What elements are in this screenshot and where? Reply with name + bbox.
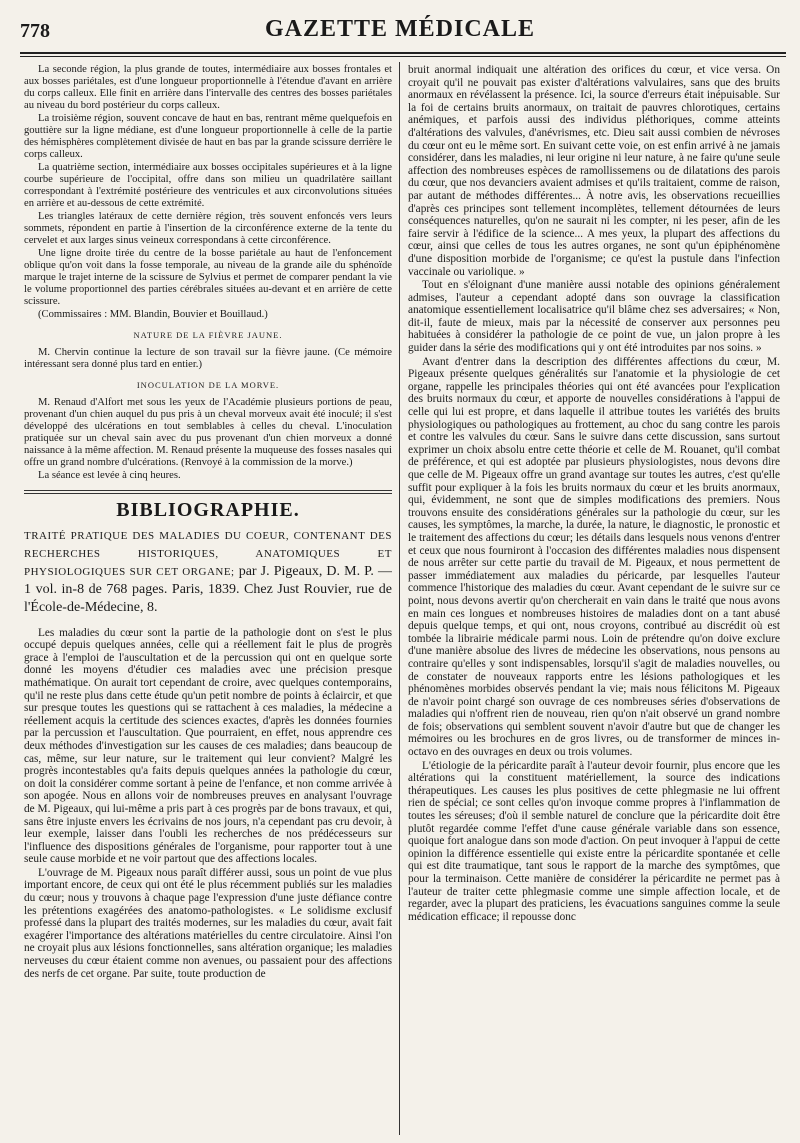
header-rule-thin bbox=[20, 56, 786, 57]
paragraph: Avant d'entrer dans la description des différentes affections du cœur, M. Pigeaux présente quelques généralités sur l'anatomie et la physiologie de cet organe, rappelle les principales théories qui ont été avancées pour l'explication des bruits normaux du cœur, et apporte de nouvelles considérations à l'appui de celle qui lui est propre, et dans laquelle il attribue toutes les variétés des bruits physiologiques ou pathologiques au frottement, au choc du sang contre les parois et contre les valvules du cœur. Sans le suivre dans cette discussion, sans surtout exprimer un choix absolu entre cette théorie et celle de M. Rouanet, qu'il combat de préférence, et qui est adoptée par plusieurs physiologistes, nous devons dire que celle de M. Pigeaux offre un grand avantage sur toutes les autres, c'est qu'elle suffit pour expliquer à la fois les bruits normaux du cœur et les bruits anormaux, qui, évidemment, ne sont que de simples modifications des premiers. Nous trouvons ensuite des considérations générales sur la pathologie du cœur, sur les causes, les symptômes, la marche, la durée, la nature, le diagnostic, le pronostic et le traitement des affections du cœur; les détails dans lesquels nous venons d'entrer et ceux que nous fourniront à l'occasion des différentes maladies nous dispensent de nous arrêter sur cette partie du travail de M. Pigeaux, et nous permettent de passer immédiatement aux maladies du péricarde, par lesquelles l'auteur commence l'historique des maladies du cœur. Avant cependant de le suivre sur ce point, nous devons avertir qu'on chercherait en vain dans le traité que nous avons en main ces longues et nombreuses histoires de maladies dont on a tant abusé depuis quelque temps, et qui ont, nous croyons, contribué au discrédit où est tombée la librairie médicale parmi nous. Loin de prétendre qu'on doive exclure d'une manière absolue des livres de médecine les observations, nous pensons au contraire qu'elles y sont indispensables, lorsqu'il s'agit de maladies nouvelles, ou de constater de nouveaux rapports entre les lésions pathologiques et les phénomènes morbides observés pendant la vie; mais nous félicitons M. Pigeaux de n'avoir point chargé son ouvrage de ces nombreuses séries d'observations de maladies qui n'offrent rien de nouveau, rien qu'on n'ait observé un grand nombre de fois; observations qui semblent souvent n'avoir d'autre but que de changer les mémoires ou les brochures en de gros livres, ou de transformer de minces in-octavo en des ouvrages en deux ou trois volumes. bbox=[408, 355, 780, 759]
left-column bbox=[24, 64, 392, 1135]
section-rule bbox=[24, 490, 392, 491]
paragraph: M. Chervin continue la lecture de son travail sur la fièvre jaune. (Ce mémoire intéressant sera donné plus tard en entier.) bbox=[24, 347, 392, 370]
book-details: par J. Pigeaux, D. M. P. — 1 vol. in-8 de 768 pages. Paris, 1839. Chez Just Rouvier, rue de l'École-de-Médecine, 8. bbox=[24, 563, 392, 615]
paragraph: La troisième région, souvent concave de haut en bas, rentrant même quelquefois en gouttière sur la ligne médiane, est d'une longueur proportionnelle à celle de la partie des hémisphères complètement divisée de haut en bas par la grande scissure derrière le corps calleux. bbox=[24, 113, 392, 160]
seance-closing: La séance est levée à cinq heures. bbox=[38, 470, 181, 481]
paragraph: La quatrième section, intermédiaire aux bosses occipitales supérieures et à la ligne courbe supérieure de l'occipital, offre dans son milieu un quadrilatère saillant correspondant à l'extrémité postérieure des ventricules et aux circonvolutions situées en arrière et au-dessous de cette extrémité. bbox=[24, 162, 392, 209]
paragraph: M. Renaud d'Alfort met sous les yeux de l'Académie plusieurs portions de peau, provenant d'un chien auquel du pus pris à un cheval morveux avait été inoculé; il s'est développé des ulcérations en tout semblables à celles du cheval. L'inoculation pratiquée sur un cheval sain avec du pus provenant d'un chien morveux a donné naissance à la même affection. M. Renaud présente la muqueuse des fosses nasales qui offre un grand nombre d'ulcérations. (Renvoyé à la commission de la morve.) bbox=[24, 397, 392, 468]
paragraph: L'étiologie de la péricardite paraît à l'auteur devoir fournir, plus encore que les altérations qui la constituent matériellement, la source des indications thérapeutiques. Les causes les plus positives de cette phlegmasie ne lui offrent rien de spécial; ce sont celles qu'on invoque comme propres à l'inflammation de toutes les séreuses; d'où il semble naturel de conclure que la péricardite doit être plutôt regardée comme l'effet d'une cause générale variable dans son essence, quoique fort analogue dans son mode d'action. On peut invoquer à l'appui de cette opinion la différence essentielle qui existe entre la péricardite spontanée et celle qui est dite traumatique, tant sous le rapport de la marche des symptômes, que pour la terminaison. Cette manière de considérer la péricardite ne permet pas à l'auteur de traiter cette phlegmasie comme une simple affection locale, et de regarder, avec la plupart des praticiens, les évacuations sanguines comme la seule médication efficace; il repousse donc bbox=[408, 759, 780, 923]
paragraph: La seconde région, la plus grande de toutes, intermédiaire aux bosses frontales et aux bosses pariétales, est d'une longueur proportionnelle à l'étendue d'avant en arrière du corps calleux. Elle finit en arrière dans l'intervalle des centres des bosses pariétales au niveau du bord postérieur du corps calleux. bbox=[24, 64, 392, 111]
header-rule bbox=[20, 52, 786, 54]
journal-title: GAZETTE MÉDICALE bbox=[264, 16, 536, 42]
section-title-fievre: NATURE DE LA FIÈVRE JAUNE. bbox=[133, 330, 283, 340]
page-header bbox=[0, 0, 800, 56]
paragraph: Les maladies du cœur sont la partie de la pathologie dont on s'est le plus occupé depuis quelques années, celle qui a réellement fait le plus de progrès grace à l'emploi de l'auscultation et de la percussion qui ont en quelque sorte donné les moyens d'étudier ces maladies avec une précision presque mathématique. On aurait tort cependant de croire, avec quelques contemporains, qu'il ne reste plus dans cette étude qu'un petit nombre de points à éclaircir, et que sur presque toutes les questions qui se rattachent à ces maladies, la médecine a réellement acquis la certitude des sciences exactes, d'après les données fournies par la percussion et l'auscultation. Que pourraient, en effet, nous apprendre ces deux méthodes d'investigation sur les causes de ces maladies; dans beaucoup de cas, même, sur leur nature, sur le traitement qui leur convient? Malgré les progrès incontestables qu'a faits depuis quelques années la pathologie du cœur, on doit la considérer comme sortant à peine de l'enfance, et non comme arrivée à son apogée. Nous en allons voir de nombreuses preuves en analysant l'ouvrage de M. Pigeaux, qui lui-même a pris part à ces progrès par de bons travaux, et qui, sans être injuste envers les écrivains de nos jours, n'a cependant pas cru devoir, à leur exemple, laisser dans l'oubli les recherches de nos prédécesseurs sur l'influence des dispositions générales de l'organisme, pour rapporter tout à une seule cause morbide et ne voir partout que des affections locales. bbox=[24, 626, 392, 866]
column-divider bbox=[399, 62, 400, 1135]
section-rule-thin bbox=[24, 493, 392, 494]
bibliographie-heading: BIBLIOGRAPHIE. bbox=[116, 499, 300, 521]
page-number: 778 bbox=[20, 20, 50, 42]
book-reference bbox=[24, 527, 392, 617]
commission-note: (Commissaires : MM. Blandin, Bouvier et Bouillaud.) bbox=[38, 309, 268, 320]
paragraph: Tout en s'éloignant d'une manière aussi notable des opinions généralement admises, l'auteur a cependant adopté dans son ouvrage la classification anatomique essentiellement localisatrice qu'il blâme chez ses adversaires; « Non, dit-il, faute de mieux, mais par la nécessité de conserver aux personnes peu habituées à considérer la pathologie de ce point de vue, un jalon propre à les guider dans la série des modifications qui y ont été introduites par nos soins. » bbox=[408, 279, 780, 355]
section-title-morve: INOCULATION DE LA MORVE. bbox=[136, 380, 280, 390]
right-column bbox=[408, 64, 780, 1135]
book-title: TRAITÉ PRATIQUE DES MALADIES DU COEUR, CONTENANT DES RECHERCHES HISTORIQUES, ANATOMIQUES ET PHYSIOLOGIQUES SUR CET ORGANE; bbox=[24, 529, 392, 578]
paragraph: Les triangles latéraux de cette dernière région, très souvent enfoncés vers leurs sommets, répondent en partie à l'insertion de la circonférence externe de la tente du cervelet et aux larges sinus veineux correspondans à cette circonférence. bbox=[24, 211, 392, 246]
paragraph: bruit anormal indiquait une altération des orifices du cœur, et vice versa. On croyait qu'il ne pouvait pas exister d'altérations valvulaires, sans que des bruits anormaux en révélassent la présence. Ici, la source d'erreurs était inépuisable. Sur la foi de certains bruits anormaux, on traitait de pauvres chlorotiques, certains anémiques, et parfois aussi des individus pléthoriques, comme atteints d'altérations des valvules, d'anévrismes, etc. Dieu sait aussi combien de névroses du cœur ont eu le même sort. En suivant cette voie, on est enfin arrivé à ne jamais considérer, dans les maladies, ni leur origine ni leur nature, à ne faire qu'une seule affection des nombreuses espèces de ramollissemens ou de dilatations des parois du cœur, que nos devanciers avaient admises et qu'ils traitaient, comme de raison, par autant de méthodes différentes... À notre avis, les observations recueillies d'après ces principes sont tellement incomplètes, tellement détournées de leurs conséquences naturelles, qu'on ne saurait ni les compter, ni les peser, afin de les faire servir à l'édifice de la science... A mes yeux, la plupart des affections du cœur, ainsi que celles de tous les autres organes, ne sont qu'un épiphénomène d'une disposition morbide de l'organisme; ce qu'est la pustule dans l'infection vaccinale ou variolique. » bbox=[408, 64, 780, 278]
paragraph: Une ligne droite tirée du centre de la bosse pariétale au haut de l'enfoncement oblique qu'on voit dans la fosse temporale, au niveau de la grande aile du sphénoïde marque le trajet interne de la scissure de Sylvius et permet de comparer pendant la vie le volume proportionnel des parties cérébrales situées au-devant et en arrière de cette scissure. bbox=[24, 248, 392, 307]
paragraph: L'ouvrage de M. Pigeaux nous paraît différer aussi, sous un point de vue plus important encore, de ceux qui ont été le plus récemment publiés sur les maladies du cœur; nous y trouvons à chaque page l'expression d'une juste défiance contre les prétentions exagérées des anatomo-pathologistes. « Le solidisme exclusif professé dans la plupart des traités modernes, sur les maladies du cœur, avait fait exagérer l'importance des altérations matérielles du centre circulatoire. Ainsi l'on ne croyait plus aux lésions fonctionnelles, sans altération organique; les maladies nerveuses du cœur étaient comme non avenues, ou passaient pour des affections des nerfs de cet organe. Par suite, toute production de bbox=[24, 866, 392, 980]
